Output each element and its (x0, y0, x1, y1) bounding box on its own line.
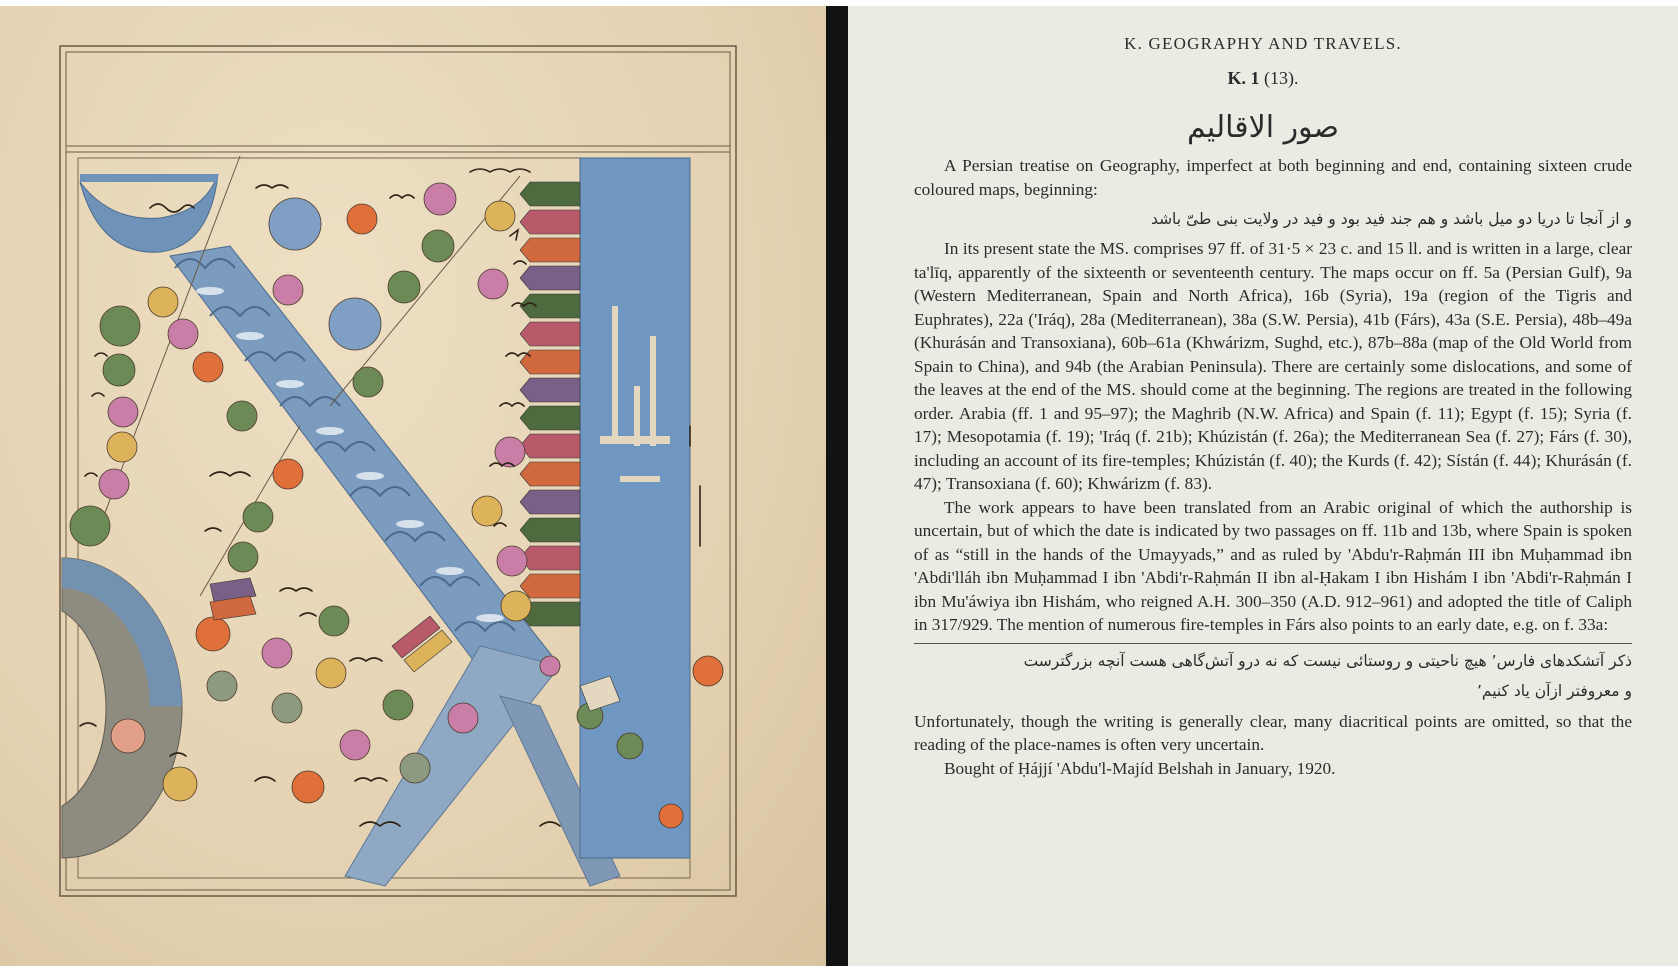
paragraph-dating: The work appears to have been translated from an Arabic original of which the authorship is uncertain, but of which the date is indicated by two passages on ff. 11b and 13b, where Spain is spoken of as “still in the hands of the Umayyads,” and as ruled by 'Abdu'r-Raḥmán III ibn Muḥammad ibn 'Abdi'lláh ibn Muḥammad I ibn 'Abdi'r-Raḥmán II ibn al-Ḥakam I ibn Hishám I ibn 'Abdi'r-Raḥmán I ibn Mu'áwiya ibn Hishám, who reigned A.H. 300–350 (A.D. 912–961) and adopted the title of Caliph in 317/929. The mention of numerous fire-temples in Fárs also points to an early date, e.g. on f. 33a: (914, 497, 1632, 634)
section-title: K. GEOGRAPHY AND TRAVELS. (1124, 34, 1402, 53)
paragraph-description: A Persian treatise on Geography, imperfect at both beginning and end, containing sixteen crude coloured maps, beginning: (914, 156, 1632, 199)
manuscript-map-illustration (0, 6, 826, 966)
persian-quote (914, 643, 1632, 706)
persian-incipit: و از آنجا تا دریا دو میل باشد و هم جند فید بود و فید در ولایت بنی طیّ باشد (1150, 210, 1632, 228)
manuscript-map-page (0, 6, 826, 966)
item-number: K. 1 (1227, 68, 1260, 88)
persian-quote-line-2: و معروفتر ازآن یاد کنیم٬ (1476, 681, 1632, 700)
catalogue-page (848, 6, 1678, 966)
item-subnumber: (13). (1264, 68, 1299, 88)
bottom-strip (0, 966, 1678, 970)
arabic-title: صور الاقاليم (1186, 110, 1340, 145)
paragraph-diacritics: Unfortunately, though the writing is generally clear, many diacritical points are omitted, so that the reading of the place-names is often very uncertain. (914, 711, 1632, 754)
paragraph-contents: In its present state the MS. comprises 97 ff. of 31·5 × 23 c. and 15 ll. and is written in a large, clear ta'līq, apparently of the sixteenth or seventeenth century. The maps occur on ff. 5a (Persian Gulf), 9a (Western Mediterranean, Spain and North Africa), 16b (Syria), 19a (region of the Tigris and Euphrates), 22a ('Iráq), 28a (Mediterranean), 38a (S.W. Persia), 41b (Fárs), 43a (S.E. Persia), 48b–49a (Khurásán and Transoxiana), 60b–61a (Khwárizm, Sughd, etc.), 87b–88a (map of the Old World from Spain to China), and 94b (the Arabian Peninsula). There are certainly some dislocations, and some of the leaves at the end of the MS. should come at the beginning. The regions are treated in the following order. Arabia (ff. 1 and 95–97); the Maghrib (N.W. Africa) and Spain (f. 11); Egypt (f. 15); Syria (f. 17); Mesopotamia (f. 19); 'Iráq (f. 21b); Khúzistán (f. 26a); the Mediterranean Sea (f. 27); Fárs (f. 30), including an account of its fire-temples; Khúzistán (f. 40); the Kurds (f. 42); Sístán (f. 44); Khurásán (f. 47); Transoxiana (f. 60); Khwárizm (f. 83). (914, 239, 1632, 493)
persian-quote-line-1: ذکر آتشکدهای فارس٬ هیچ ناحیتی و روستائی نیست که نه درو آتش‌گاهی هست آنچه بزرگترست (1023, 651, 1632, 670)
catalogue-body (914, 154, 1632, 780)
item-id (848, 68, 1678, 89)
paragraph-provenance: Bought of Ḥájjí 'Abdu'l-Majíd Belshah in January, 1920. (944, 758, 1336, 778)
book-gutter (826, 6, 848, 966)
